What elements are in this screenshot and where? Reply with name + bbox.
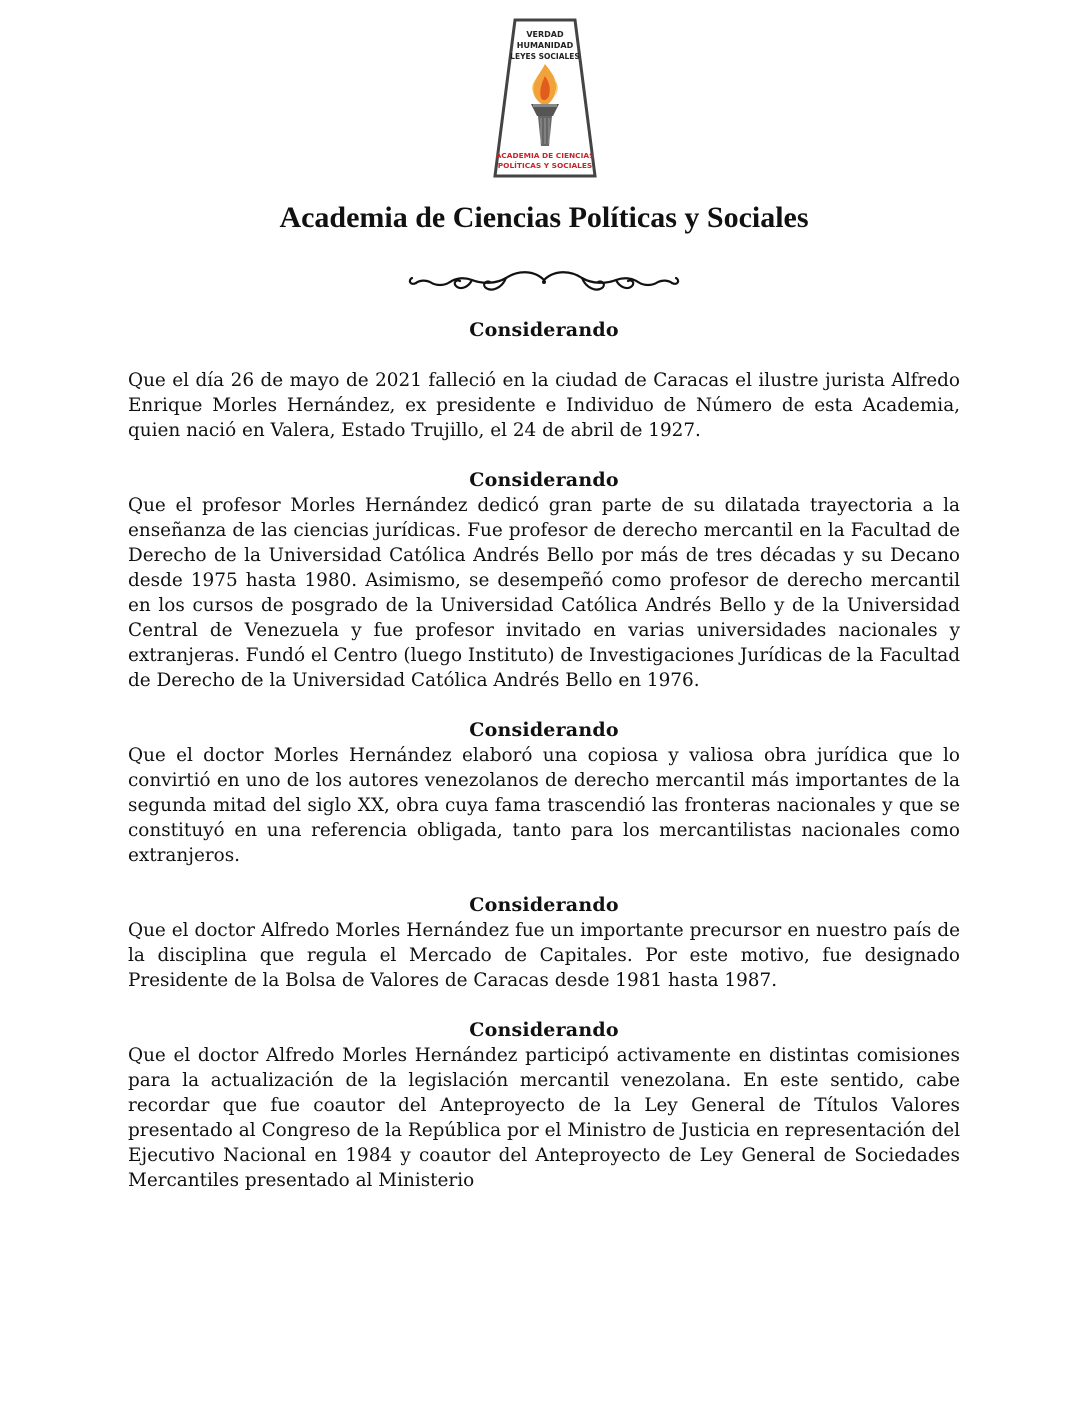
logo-top-line-2: HUMANIDAD [516, 41, 574, 50]
section-paragraph: Que el doctor Morles Hernández elaboró una copiosa y valiosa obra jurídica que lo convirtió en uno de los autores venezolanos de derecho mercantil más importantes de la segunda mitad del siglo XX, obra cuya fama trascendió las fronteras nacionales y que se constituyó en una referencia obligada, tanto para los mercantilistas nacionales como extranjeros. [128, 745, 960, 866]
considerando-section-3 [128, 718, 960, 868]
section-paragraph: Que el doctor Alfredo Morles Hernández fue un importante precursor en nuestro país de la disciplina que regula el Mercado de Capitales. Por este motivo, fue designado Presidente de la Bolsa de Valores de Caracas desde 1981 hasta 1987. [128, 920, 960, 991]
academy-logo [493, 18, 597, 178]
logo-top-line-3: LEYES SOCIALES [510, 52, 580, 61]
document-body [128, 318, 960, 1193]
logo-bottom-line-1: ACADEMIA DE CIENCIAS [495, 151, 595, 160]
section-paragraph: Que el día 26 de mayo de 2021 falleció en la ciudad de Caracas el ilustre jurista Alfredo Enrique Morles Hernández, ex presidente e Individuo de Número de esta Academia, quien nació en Valera, Estado Trujillo, el 24 de abril de 1927. [128, 370, 960, 441]
section-heading: Considerando [469, 894, 619, 916]
logo-bottom-line-2: POLÍTICAS Y SOCIALES [497, 161, 593, 170]
section-heading: Considerando [469, 719, 619, 741]
page-title: Academia de Ciencias Políticas y Sociales [279, 201, 809, 234]
torch-emblem-icon [493, 18, 597, 178]
logo-top-line-1: VERDAD [526, 30, 564, 39]
section-paragraph: Que el profesor Morles Hernández dedicó gran parte de su dilatada trayectoria a la enseñanza de las ciencias jurídicas. Fue profesor de derecho mercantil en la Facultad de Derecho de la Universidad Católica Andrés Bello por más de tres décadas y su Decano desde 1975 hasta 1980. Asimismo, se desempeñó como profesor de derecho mercantil en los cursos de posgrado de la Universidad Católica Andrés Bello y de la Universidad Central de Venezuela y fue profesor invitado en varias universidades nacionales y extranjeras. Fundó el Centro (luego Instituto) de Investigaciones Jurídicas de la Facultad de Derecho de la Universidad Católica Andrés Bello en 1976. [128, 495, 960, 691]
considerando-section-2 [128, 468, 960, 693]
section-paragraph: Que el doctor Alfredo Morles Hernández participó activamente en distintas comisiones para la actualización de la legislación mercantil venezolana. En este sentido, cabe recordar que fue coautor del Anteproyecto de la Ley General de Títulos Valores presentado al Congreso de la República por el Ministro de Justicia en representación del Ejecutivo Nacional en 1984 y coautor del Anteproyecto de Ley General de Sociedades Mercantiles presentado al Ministerio [128, 1045, 960, 1191]
section-heading: Considerando [469, 1019, 619, 1041]
considerando-section-5 [128, 1018, 960, 1193]
section-heading: Considerando [469, 319, 619, 341]
section-heading: Considerando [469, 469, 619, 491]
considerando-section-4 [128, 893, 960, 993]
decorative-flourish-icon [406, 268, 682, 298]
considerando-section-1 [128, 318, 960, 443]
